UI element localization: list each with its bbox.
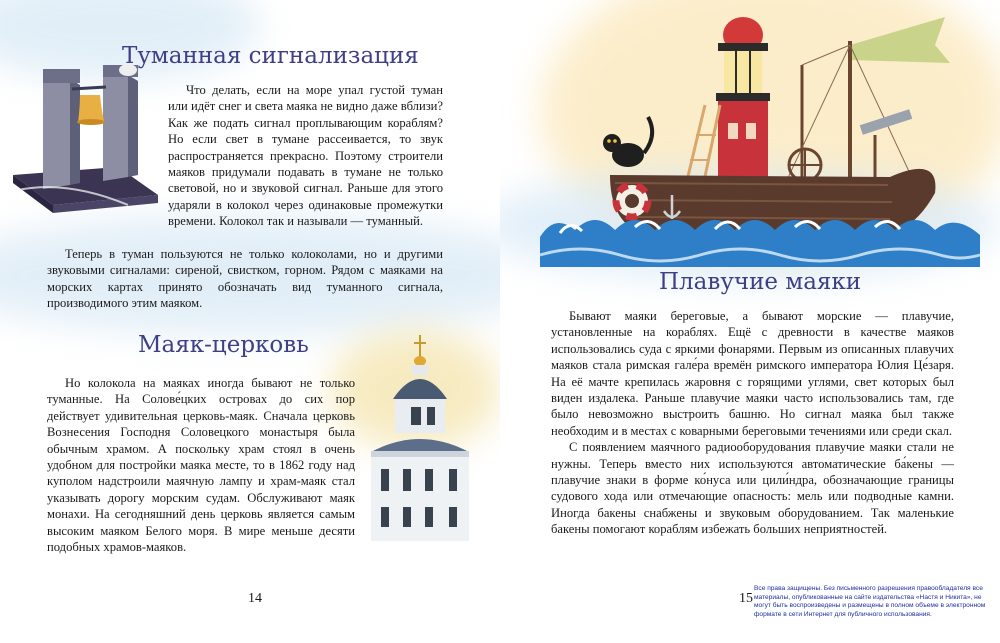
paragraph: Бывают маяки береговые, а бывают морские — плавучие, установленные на кораблях. Ещё с древности в качестве маяков использовались суда с яркими фонарями. Первым из описанных плавучих маяков стала римская гале́ра времён римского императора Юлия Це́заря. На её мачте крепилась жаровня с горящими углями, свет которых был виден издалека. Раньше плавучие маяки часто использовались там, где было невозможно выстроить башню. Но сигнал маяка был также необходим и в местах с коварными береговыми течениями или среди скал. (551, 309, 954, 438)
right-page (500, 0, 1000, 643)
lightship-illustration (540, 5, 980, 275)
section-title-church-lighthouse: Маяк-церковь (138, 332, 309, 358)
fog-bell-illustration (8, 55, 178, 225)
section-title-fog-signal: Туманная сигнализация (122, 43, 419, 69)
page-number-left: 14 (248, 591, 262, 606)
paragraph: С появлением маячного радиооборудования плавучие маяки стали не нужны. Теперь вместо них используются автоматические ба́кены — плавучие знаки в форме ко́нуса или цили́ндра, обозначающие границы судового хода или отмечающие опасность: мель или подводные камни. Иногда бакены снабжены и звуковым оборудованием. Так маленькие бакены помогают кораблям избежать больших неприятностей. (551, 440, 954, 537)
page-number-right: 15 (739, 591, 753, 606)
fog-signal-text-continued (47, 246, 443, 312)
church-lighthouse-text (47, 375, 355, 555)
floating-lighthouses-text (551, 308, 954, 538)
copyright-notice: Все права защищены. Без письменного разрешения правообладателя все материалы, опубликованные на сайте издательства «Настя и Никита», не могут быть воспроизведены и размещены в полном объеме в электронном формате в сети Интернет для публичного использования. (754, 585, 986, 618)
paragraph: Теперь в туман пользуются не только колоколами, но и другими звуковыми сигналами: сиреной, свистком, горном. Рядом с маяками на морских картах принято обозначать вид туманного сигнала, производимого этим маяком. (47, 247, 443, 311)
paragraph: Что делать, если на море упал густой туман или идёт снег и света маяка не видно даже вблизи? Как же подать сигнал проплывающим кораблям? Но если свет в тумане рассеивается, то звук распространяется прекрасно. Поэтому строители маяков придумали подавать в тумане не только световой, но и звуковой сигнал. Раньше для этого ударяли в колокол через одинаковые промежутки времени. Колокол так и называли — туманный. (168, 83, 443, 229)
paragraph: Но колокола на маяках иногда бывают не только туманные. На Солове́цких островах до сих пор действует удивительная церковь-маяк. Сначала церковь Вознесения Господня Соловецкого монастыря была обычным храмом. А поскольку храм стоял в очень удобном для постройки маяка месте, то в 1862 году над куполом надстроили маячную лампу и храм-маяк стал указывать дорогу морским судам. Обслуживают маяк монахи. На сегодняшний день церковь является самым высоким маяком Белого моря. В мире меньше десяти подобных храмов-маяков. (47, 376, 355, 555)
section-title-floating-lighthouses: Плавучие маяки (659, 269, 862, 295)
fog-signal-text (168, 82, 443, 230)
church-lighthouse-illustration (365, 335, 475, 545)
